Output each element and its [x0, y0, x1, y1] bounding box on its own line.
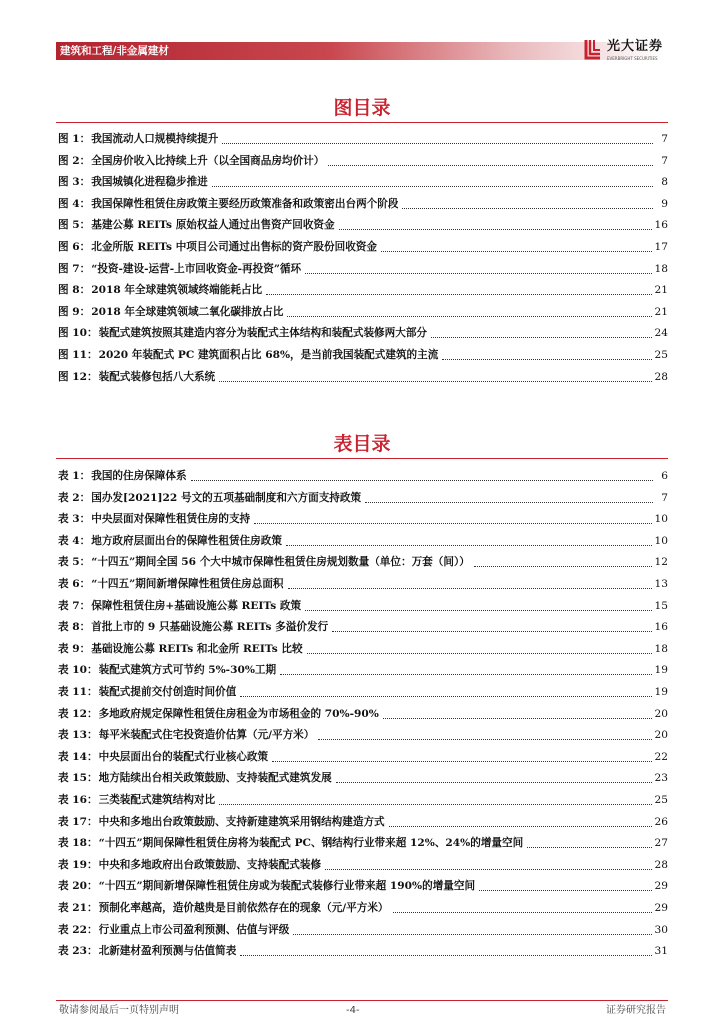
- footer-page-number: -4-: [346, 1005, 360, 1016]
- toc-entry-title: 2020 年装配式 PC 建筑面积占比 68%，是当前我国装配式建筑的主流: [98, 349, 439, 361]
- toc-dot-leader: [191, 472, 653, 481]
- toc-dot-leader: [381, 243, 652, 252]
- toc-entry-title: 中央层面出台的装配式行业核心政策: [98, 750, 269, 763]
- toc-entry-title: “十四五”期间保障性租赁住房将为装配式 PC、钢结构行业带来超 12%、24%的增量空间: [98, 837, 524, 850]
- toc-entry[interactable]: [58, 154, 668, 168]
- toc-entry[interactable]: [58, 771, 668, 785]
- toc-dot-leader: [339, 221, 652, 230]
- toc-entry-title: 装配式提前交付创造时间价值: [98, 686, 237, 698]
- toc-entry[interactable]: [58, 707, 668, 721]
- toc-entry[interactable]: [58, 901, 668, 915]
- toc-dot-leader: [332, 623, 651, 632]
- toc-entry-page: 27: [654, 837, 668, 850]
- toc-entry-page: 15: [654, 599, 668, 612]
- toc-entry-label: 表 7：: [58, 599, 91, 612]
- header-category: 建筑和工程/非金属建材: [60, 45, 169, 57]
- toc-dot-leader: [336, 774, 652, 783]
- toc-entry-page: 17: [654, 241, 668, 253]
- toc-entry[interactable]: [58, 262, 668, 276]
- toc-entry-page: 13: [654, 578, 668, 590]
- toc-entry-page: 9: [661, 197, 668, 210]
- toc-dot-leader: [288, 580, 652, 589]
- toc-dot-leader: [219, 373, 651, 382]
- toc-entry[interactable]: [58, 944, 668, 958]
- toc-entry-label: 表 8：: [58, 621, 91, 634]
- toc-entry-label: 表 16：: [58, 794, 98, 806]
- toc-entry-label: 图 2：: [58, 154, 91, 167]
- toc-entry-label: 表 9：: [58, 642, 91, 655]
- toc-entry-page: 19: [654, 686, 668, 698]
- toc-entry-title: “投资-建设-运营-上市回收资金-再投资”循环: [91, 262, 302, 275]
- toc-entry-page: 20: [654, 729, 668, 742]
- toc-entry-page: 25: [654, 794, 668, 806]
- toc-entry-label: 图 6：: [58, 241, 91, 253]
- toc-dot-leader: [325, 861, 651, 870]
- footer-disclaimer: 敬请参阅最后一页特别声明: [59, 1005, 179, 1016]
- toc-entry-label: 表 17：: [58, 815, 98, 828]
- toc-entry-page: 24: [654, 327, 668, 340]
- toc-dot-leader: [431, 329, 651, 338]
- tables-title-rule: [56, 458, 668, 459]
- toc-dot-leader: [383, 710, 652, 719]
- toc-dot-leader: [287, 308, 651, 317]
- toc-entry[interactable]: [58, 620, 668, 634]
- toc-entry-page: 16: [654, 621, 668, 634]
- toc-dot-leader: [479, 882, 651, 891]
- toc-entry-label: 表 1：: [58, 470, 91, 482]
- toc-entry-page: 30: [654, 923, 668, 936]
- toc-entry[interactable]: [58, 491, 668, 505]
- toc-entry-label: 图 5：: [58, 219, 91, 232]
- toc-entry-label: 表 14：: [58, 750, 98, 763]
- toc-dot-leader: [222, 135, 653, 144]
- toc-entry-page: 18: [654, 262, 668, 275]
- toc-entry-title: 行业重点上市公司盈利预测、估值与评级: [98, 923, 290, 936]
- toc-entry[interactable]: [58, 555, 668, 569]
- toc-entry-label: 表 5：: [58, 556, 91, 569]
- figures-title-rule: [56, 122, 668, 123]
- toc-entry-label: 表 4：: [58, 534, 91, 547]
- toc-dot-leader: [266, 286, 651, 295]
- toc-entry[interactable]: [58, 642, 668, 656]
- toc-entry-page: 25: [654, 349, 668, 361]
- toc-entry-title: 国办发[2021]22 号文的五项基础制度和六方面支持政策: [91, 491, 362, 504]
- toc-entry-page: 29: [654, 902, 668, 914]
- toc-entry-title: 2018 年全球建筑领域终端能耗占比: [91, 284, 263, 297]
- footer-rule: [56, 1000, 668, 1001]
- toc-entry[interactable]: [58, 348, 668, 362]
- toc-dot-leader: [305, 265, 651, 274]
- toc-entry[interactable]: [58, 685, 668, 699]
- toc-dot-leader: [240, 688, 651, 697]
- toc-dot-leader: [318, 731, 651, 740]
- toc-entry-page: 10: [654, 534, 668, 547]
- toc-entry[interactable]: [58, 512, 668, 526]
- toc-dot-leader: [219, 796, 651, 805]
- toc-entry-title: 每平米装配式住宅投资造价估算（元/平方米）: [98, 729, 315, 742]
- toc-entry-title: 多地政府规定保障性租赁住房租金为市场租金的 70%-90%: [98, 707, 379, 720]
- toc-entry-page: 21: [654, 284, 668, 297]
- brand-logo: [583, 36, 683, 66]
- toc-entry-label: 表 15：: [58, 772, 98, 785]
- toc-dot-leader: [272, 753, 651, 762]
- toc-entry[interactable]: [58, 283, 668, 297]
- toc-entry-title: 全国房价收入比持续上升（以全国商品房均价计）: [91, 154, 325, 167]
- toc-entry-page: 31: [654, 945, 668, 958]
- toc-entry-page: 12: [654, 556, 668, 569]
- toc-entry-title: 装配式建筑按照其建造内容分为装配式主体结构和装配式装修两大部分: [98, 327, 428, 340]
- toc-dot-leader: [293, 926, 651, 935]
- toc-dot-leader: [307, 645, 652, 654]
- toc-entry-label: 表 2：: [58, 491, 91, 504]
- toc-entry-title: 中央层面对保障性租赁住房的支持: [91, 513, 251, 526]
- toc-entry-label: 表 18：: [58, 837, 98, 850]
- toc-entry-page: 19: [654, 664, 668, 677]
- toc-entry-label: 表 3：: [58, 513, 91, 526]
- toc-entry[interactable]: [58, 469, 668, 483]
- toc-entry[interactable]: [58, 370, 668, 384]
- toc-entry-title: 地方陆续出台相关政策鼓励、支持装配式建筑发展: [98, 772, 332, 785]
- toc-dot-leader: [212, 178, 653, 187]
- toc-entry-title: 我国保障性租赁住房政策主要经历政策准备和政策密出台两个阶段: [91, 197, 399, 210]
- toc-entry[interactable]: [58, 858, 668, 872]
- toc-entry[interactable]: [58, 175, 668, 189]
- tables-section-title: 表目录: [333, 433, 391, 455]
- toc-entry-title: 预制化率越高，造价越贵是目前依然存在的现象（元/平方米）: [98, 902, 389, 914]
- toc-entry-title: 地方政府层面出台的保障性租赁住房政策: [91, 534, 282, 547]
- toc-entry-page: 10: [654, 513, 668, 526]
- toc-entry[interactable]: [58, 326, 668, 340]
- toc-entry-label: 表 22：: [58, 923, 98, 936]
- toc-entry-page: 8: [661, 176, 668, 189]
- toc-entry-title: 我国城镇化进程稳步推进: [91, 176, 208, 189]
- toc-entry[interactable]: [58, 793, 668, 807]
- toc-dot-leader: [402, 200, 653, 209]
- toc-entry-label: 表 12：: [58, 707, 98, 720]
- toc-dot-leader: [305, 602, 651, 611]
- toc-entry-page: 29: [654, 880, 668, 893]
- toc-entry-label: 图 1：: [58, 133, 91, 145]
- toc-entry[interactable]: [58, 728, 668, 742]
- toc-dot-leader: [280, 666, 651, 675]
- toc-entry-label: 图 12：: [58, 370, 98, 383]
- toc-entry-title: 基建公募 REITs 原始权益人通过出售资产回收资金: [91, 219, 335, 232]
- toc-entry-title: 北金所版 REITs 中项目公司通过出售标的资产股份回收资金: [91, 241, 377, 253]
- toc-entry-label: 表 19：: [58, 858, 98, 871]
- figures-section-title: 图目录: [333, 97, 391, 119]
- toc-entry-label: 表 10：: [58, 664, 98, 677]
- toc-entry-label: 表 11：: [58, 686, 98, 698]
- toc-entry-label: 图 9：: [58, 305, 91, 318]
- toc-dot-leader: [442, 351, 651, 360]
- toc-entry-page: 28: [654, 370, 668, 383]
- toc-dot-leader: [240, 947, 651, 956]
- toc-entry-label: 表 20：: [58, 880, 98, 893]
- toc-entry-label: 图 10：: [58, 327, 98, 340]
- toc-entry-label: 表 6：: [58, 578, 91, 590]
- toc-dot-leader: [389, 818, 652, 827]
- toc-entry-page: 26: [654, 815, 668, 828]
- toc-entry-label: 图 4：: [58, 197, 91, 210]
- toc-entry-page: 16: [654, 219, 668, 232]
- toc-dot-leader: [365, 494, 653, 503]
- brand-name: 光大证券: [607, 39, 664, 54]
- toc-entry[interactable]: [58, 815, 668, 829]
- toc-entry[interactable]: [58, 879, 668, 893]
- toc-entry-page: 6: [661, 470, 668, 482]
- toc-entry[interactable]: [58, 923, 668, 937]
- toc-dot-leader: [286, 537, 652, 546]
- toc-entry-page: 28: [654, 858, 668, 871]
- toc-entry-label: 表 13：: [58, 729, 98, 742]
- toc-entry-label: 图 8：: [58, 284, 91, 297]
- toc-entry[interactable]: [58, 836, 668, 850]
- toc-entry-page: 22: [654, 750, 668, 763]
- toc-dot-leader: [328, 157, 653, 166]
- toc-entry[interactable]: [58, 534, 668, 548]
- toc-entry-label: 图 11：: [58, 349, 98, 361]
- footer-report-type: 证券研究报告: [606, 1005, 666, 1016]
- toc-entry[interactable]: [58, 663, 668, 677]
- toc-entry[interactable]: [58, 218, 668, 232]
- toc-entry-title: 保障性租赁住房+基础设施公募 REITs 政策: [91, 599, 302, 612]
- toc-entry-title: “十四五”期间新增保障性租赁住房总面积: [91, 578, 284, 590]
- toc-entry[interactable]: [58, 197, 668, 211]
- toc-entry-page: 20: [654, 707, 668, 720]
- toc-entry-page: 18: [654, 642, 668, 655]
- toc-entry-title: “十四五”期间全国 56 个大中城市保障性租赁住房规划数量（单位：万套（间））: [91, 556, 470, 569]
- toc-entry[interactable]: [58, 577, 668, 591]
- toc-entry-label: 表 23：: [58, 945, 98, 958]
- toc-entry-page: 7: [661, 491, 668, 504]
- toc-entry[interactable]: [58, 599, 668, 613]
- toc-entry-label: 图 3：: [58, 176, 91, 189]
- toc-entry-page: 21: [654, 305, 668, 318]
- toc-entry[interactable]: [58, 240, 668, 254]
- toc-entry[interactable]: [58, 750, 668, 764]
- brand-logo-icon: [583, 38, 603, 60]
- toc-entry-title: 我国的住房保障体系: [91, 470, 187, 482]
- toc-entry-title: 我国流动人口规模持续提升: [91, 133, 219, 145]
- toc-entry-title: 2018 年全球建筑领域二氧化碳排放占比: [91, 305, 284, 318]
- toc-entry[interactable]: [58, 305, 668, 319]
- toc-dot-leader: [527, 839, 651, 848]
- toc-entry-title: “十四五”期间新增保障性租赁住房或为装配式装修行业带来超 190%的增量空间: [98, 880, 476, 893]
- toc-entry-page: 23: [654, 772, 668, 785]
- toc-dot-leader: [254, 515, 651, 524]
- toc-entry-title: 中央和多地出台政策鼓励、支持新建建筑采用钢结构建造方式: [98, 815, 385, 828]
- toc-entry-label: 表 21：: [58, 902, 98, 914]
- toc-entry-title: 中央和多地政府出台政策鼓励、支持装配式装修: [98, 858, 322, 871]
- toc-entry-title: 基础设施公募 REITs 和北金所 REITs 比较: [91, 642, 303, 655]
- toc-entry-title: 装配式建筑方式可节约 5%-30%工期: [98, 664, 277, 677]
- toc-entry-page: 7: [661, 154, 668, 167]
- toc-entry-title: 首批上市的 9 只基础设施公募 REITs 多溢价发行: [91, 621, 329, 634]
- toc-entry-title: 三类装配式建筑结构对比: [98, 794, 216, 806]
- toc-entry-label: 图 7：: [58, 262, 91, 275]
- toc-entry-title: 北新建材盈利预测与估值简表: [98, 945, 237, 958]
- toc-dot-leader: [393, 904, 652, 913]
- toc-entry-page: 7: [661, 133, 668, 145]
- toc-entry-title: 装配式装修包括八大系统: [98, 370, 216, 383]
- toc-entry[interactable]: [58, 132, 668, 146]
- toc-dot-leader: [474, 558, 652, 567]
- brand-name-en: EVERBRIGHT SECURITIES: [607, 56, 658, 61]
